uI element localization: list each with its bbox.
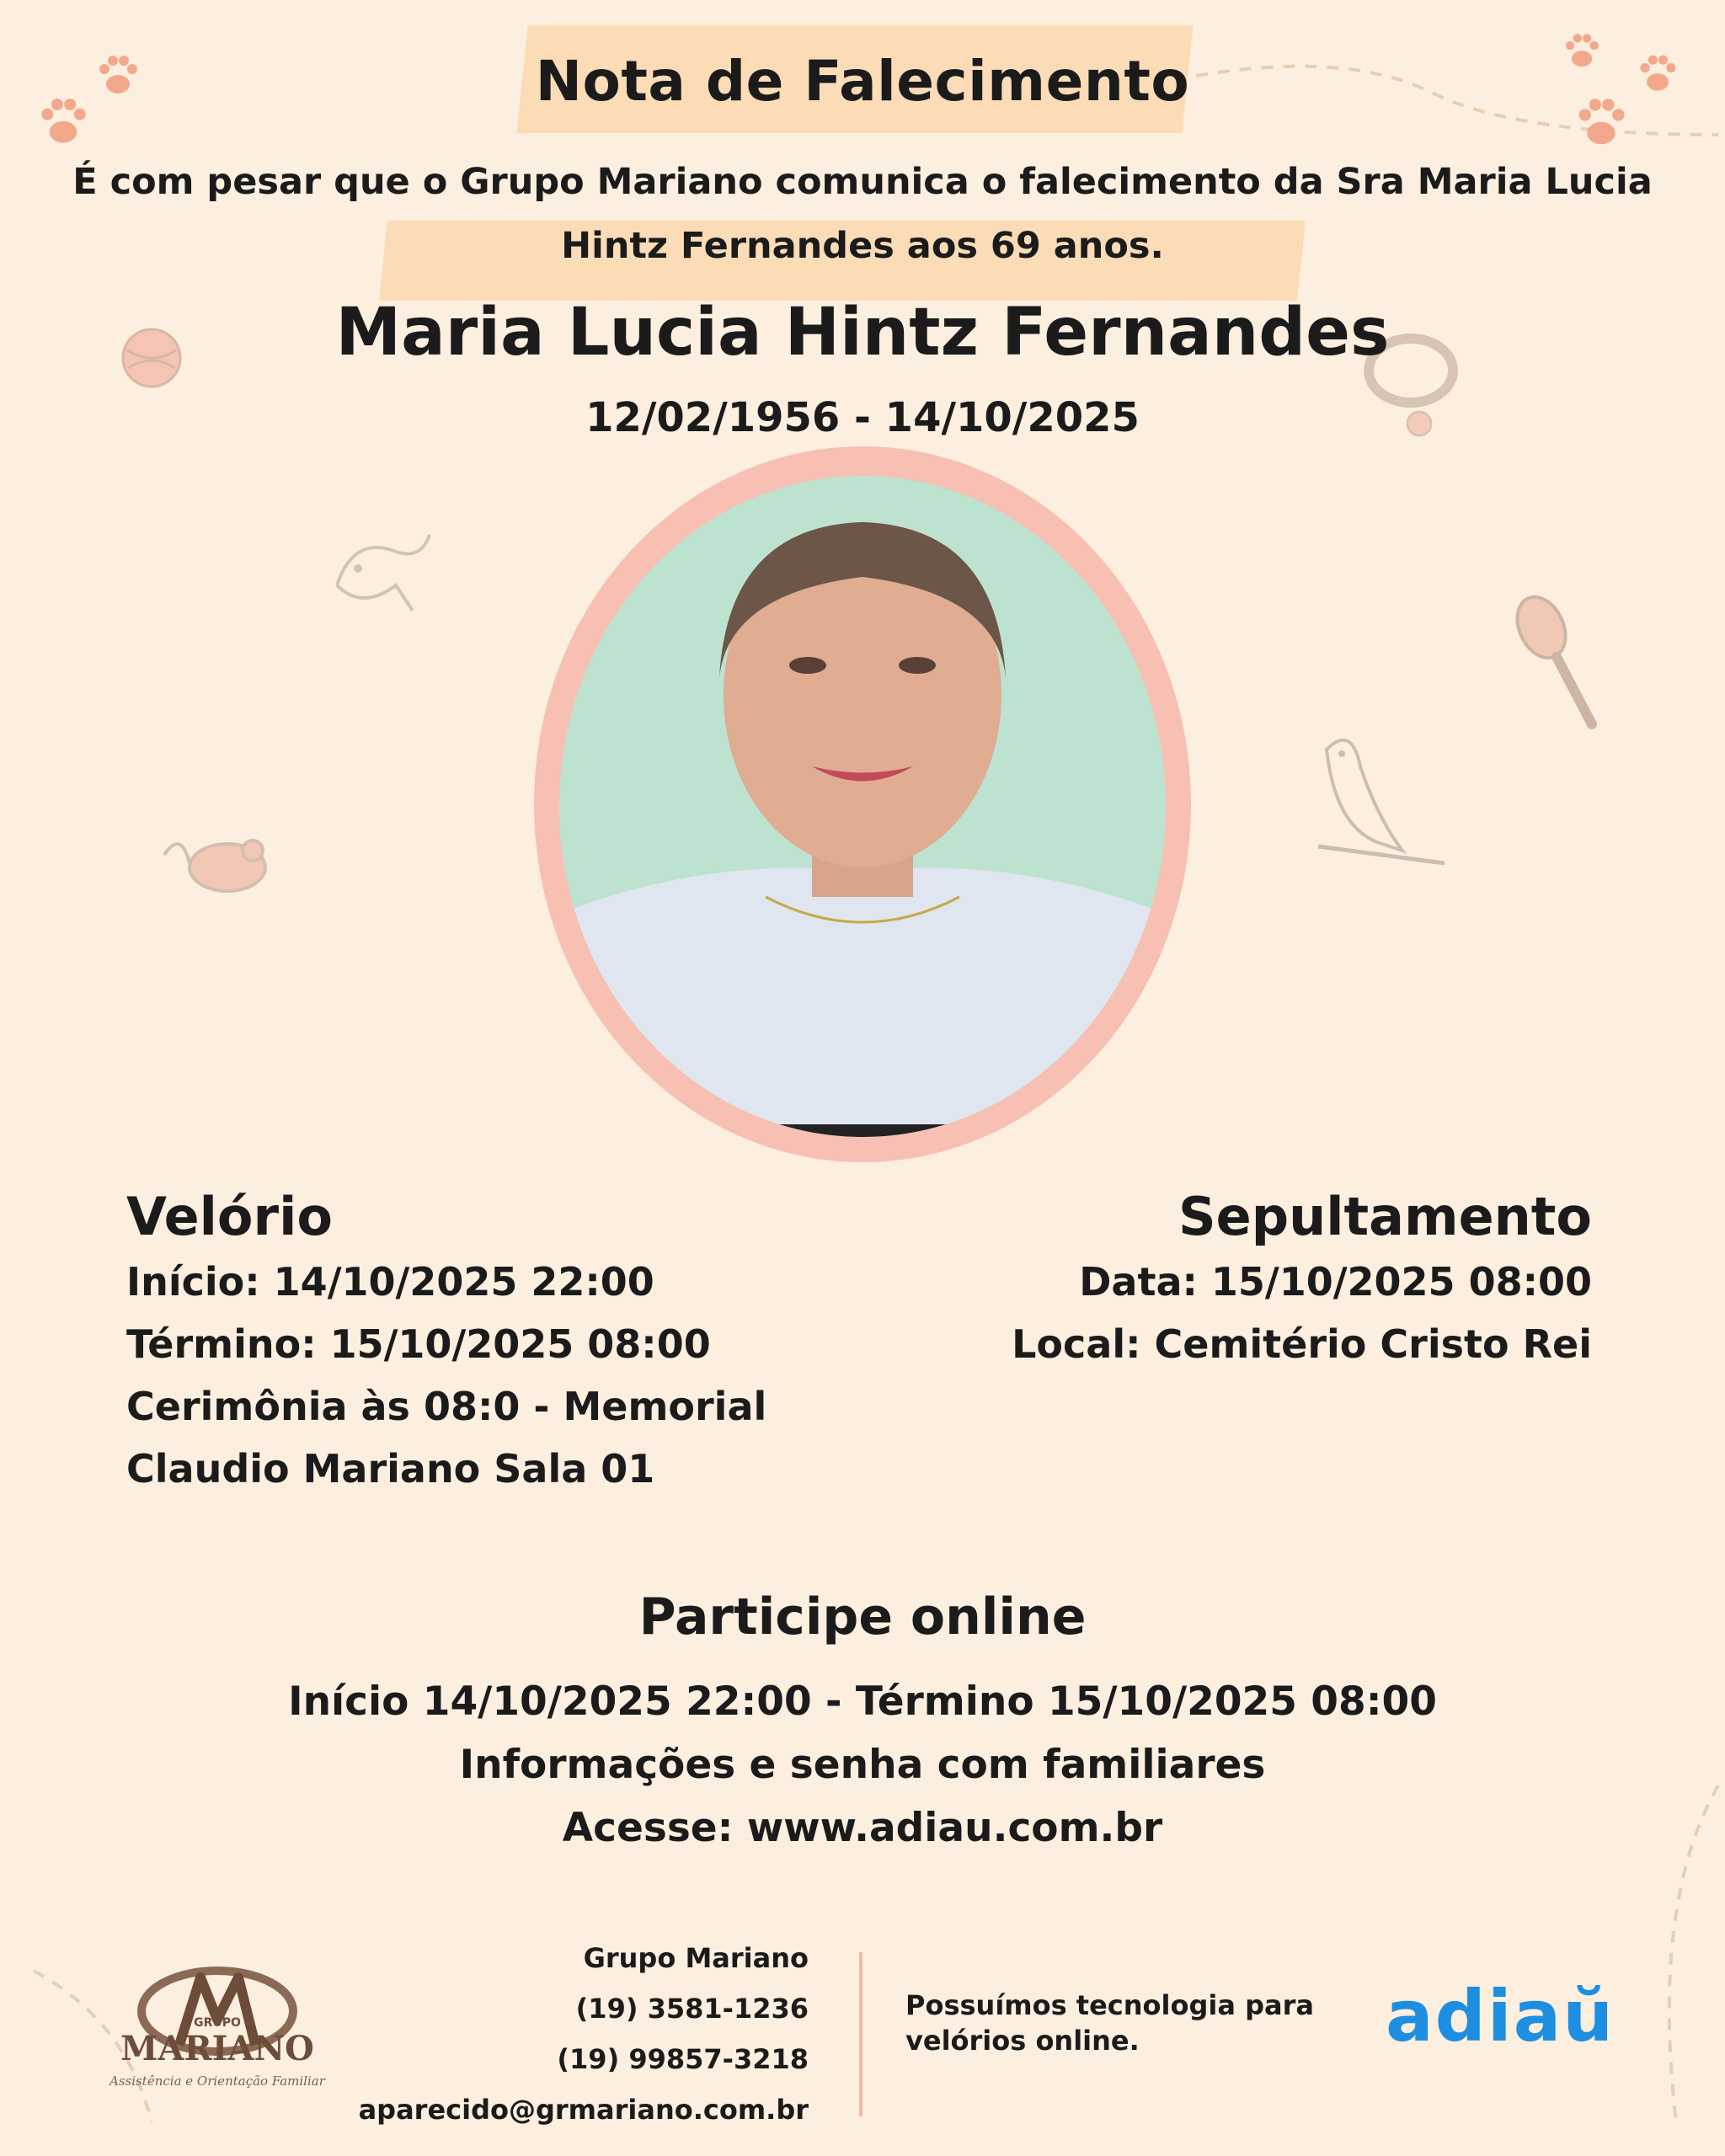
online-section	[0, 1670, 1725, 1860]
page-title: Nota de Falecimento	[535, 49, 1190, 114]
online-heading: Participe online	[638, 1588, 1087, 1646]
velorio-heading: Velório	[126, 1186, 333, 1247]
online-url-line[interactable]: Acesse: www.adiau.com.br	[562, 1805, 1163, 1851]
online-line: Informações e senha com familiares	[459, 1742, 1266, 1788]
velorio-line: Cerimônia às 08:0 - Memorial	[126, 1384, 767, 1429]
grupo-mariano-logo	[99, 1952, 327, 2104]
bird-icon	[1301, 724, 1453, 893]
tech-text: Possuímos tecnologia para velórios online.	[905, 1989, 1314, 2057]
footer-divider	[859, 1952, 862, 2116]
intro-text: É com pesar que o Grupo Mariano comunica o falecimento da Sra Maria Lucia Hintz Fernandes aos 69 anos.	[72, 161, 1653, 267]
contact-email[interactable]: aparecido@grmariano.com.br	[358, 2094, 809, 2126]
mouse-icon	[156, 821, 282, 905]
deceased-name: Maria Lucia Hintz Fernandes	[335, 295, 1390, 371]
portrait-photo	[559, 476, 1166, 1137]
adiau-logo: adiaŭ	[1386, 1975, 1616, 2057]
velorio-line: Início: 14/10/2025 22:00	[126, 1259, 654, 1305]
contact-phone[interactable]: (19) 3581-1236	[575, 1993, 809, 2025]
velorio-line: Claudio Mariano Sala 01	[126, 1446, 655, 1492]
velorio-section	[126, 1183, 817, 1500]
logo-tagline-text: Assistência e Orientação Familiar	[109, 2073, 325, 2089]
contact-company: Grupo Mariano	[583, 1942, 809, 1974]
brush-icon	[1508, 590, 1609, 733]
life-dates: 12/02/1956 - 14/10/2025	[585, 394, 1140, 441]
sepultamento-heading: Sepultamento	[1178, 1186, 1592, 1247]
online-line: Início 14/10/2025 22:00 - Término 15/10/2025 08:00	[288, 1678, 1437, 1725]
sepultamento-section	[901, 1183, 1592, 1375]
logo-brand-text: MARIANO	[120, 2029, 314, 2068]
sepultamento-line: Local: Cemitério Cristo Rei	[1012, 1321, 1592, 1367]
fish-icon	[320, 518, 446, 627]
logo-group-text: GRUPO	[194, 2016, 241, 2030]
contact-mobile[interactable]: (19) 99857-3218	[557, 2043, 809, 2075]
sepultamento-line: Data: 15/10/2025 08:00	[1079, 1259, 1592, 1305]
velorio-line: Término: 15/10/2025 08:00	[126, 1321, 711, 1367]
contact-block	[359, 1933, 809, 2135]
